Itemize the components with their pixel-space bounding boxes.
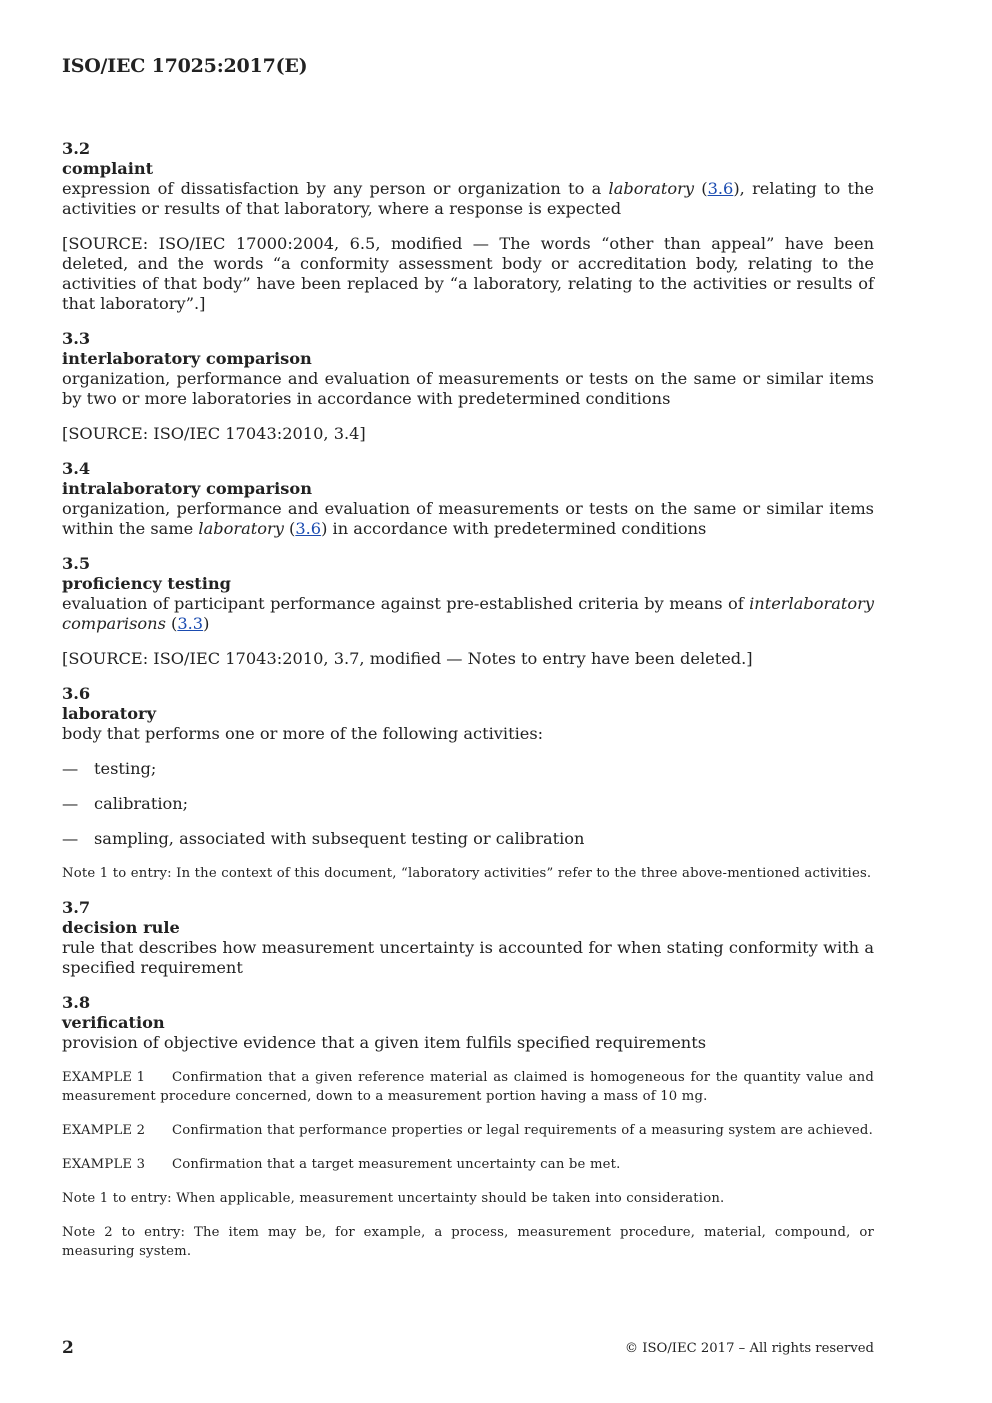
example-text: Confirmation that a target measurement uncertainty can be met. — [172, 1157, 621, 1172]
example-text: Confirmation that performance properties or legal requirements of a measuring system are achieved. — [172, 1123, 873, 1138]
page-number: 2 — [62, 1338, 74, 1358]
list-item — [62, 829, 874, 849]
source-citation: [SOURCE: ISO/IEC 17043:2010, 3.7, modified — Notes to entry have been deleted.] — [62, 649, 753, 668]
term-definition: organization, performance and evaluation of measurements or tests on the same or similar items by two or more laboratories in accordance with predetermined conditions — [62, 369, 874, 408]
term-entry-3-2 — [62, 139, 874, 219]
definition-emphasis: interlaboratory comparisons — [62, 594, 874, 633]
note-to-entry: Note 1 to entry: In the context of this document, “laboratory activities” refer to the three above-mentioned activities. — [62, 866, 872, 881]
example-label: EXAMPLE 2 — [62, 1123, 146, 1138]
definition-text: ( — [283, 519, 296, 538]
source-citation: [SOURCE: ISO/IEC 17043:2010, 3.4] — [62, 424, 366, 443]
term-definition: provision of objective evidence that a given item fulfils specified requirements — [62, 1033, 707, 1052]
term-entry-3-7 — [62, 898, 874, 978]
term-number: 3.5 — [62, 554, 91, 573]
term-number: 3.6 — [62, 684, 91, 703]
document-body — [62, 139, 874, 1276]
copyright-notice: © ISO/IEC 2017 – All rights reserved — [624, 1341, 874, 1356]
term-name: laboratory — [62, 704, 156, 723]
term-definition — [62, 499, 874, 539]
term-number: 3.3 — [62, 329, 91, 348]
example — [62, 1068, 874, 1106]
list-item-text: calibration; — [94, 794, 189, 813]
list-item — [62, 794, 874, 814]
term-number: 3.4 — [62, 459, 91, 478]
term-entry-3-6 — [62, 684, 874, 744]
document-header: ISO/IEC 17025:2017(E) — [62, 55, 308, 77]
example-label: EXAMPLE 3 — [62, 1157, 146, 1172]
note-to-entry: Note 2 to entry: The item may be, for example, a process, measurement procedure, material, compound, or measuring system. — [62, 1225, 874, 1259]
cross-reference-link[interactable]: 3.6 — [295, 519, 322, 538]
note-to-entry: Note 1 to entry: When applicable, measurement uncertainty should be taken into consideration. — [62, 1191, 725, 1206]
definition-text: ( — [165, 614, 178, 633]
example-label: EXAMPLE 1 — [62, 1070, 146, 1085]
cross-reference-link[interactable]: 3.3 — [177, 614, 204, 633]
example — [62, 1121, 874, 1140]
term-entry-3-4 — [62, 459, 874, 539]
example-text: Confirmation that a given reference material as claimed is homogeneous for the quantity value and measurement procedure concerned, down to a measurement portion having a mass of 10 mg. — [62, 1070, 874, 1104]
term-definition: rule that describes how measurement uncertainty is accounted for when stating conformity with a specified requirement — [62, 938, 874, 977]
source-citation: [SOURCE: ISO/IEC 17000:2004, 6.5, modified — The words “other than appeal” have been deleted, and the words “a conformity assessment body or accreditation body, relating to the activities of that body” have been replaced by “a laboratory, relating to the activities or results of that laboratory”.] — [62, 234, 874, 313]
definition-text: expression of dissatisfaction by any person or organization to a — [62, 179, 609, 198]
activity-list — [62, 759, 874, 849]
cross-reference-link[interactable]: 3.6 — [707, 179, 734, 198]
list-item-text: testing; — [94, 759, 157, 778]
term-name: complaint — [62, 159, 154, 178]
dash-bullet: — — [62, 794, 79, 813]
list-item — [62, 759, 874, 779]
term-number: 3.8 — [62, 993, 91, 1012]
term-entry-3-5 — [62, 554, 874, 634]
definition-emphasis: laboratory — [198, 519, 284, 538]
term-name: verification — [62, 1013, 165, 1032]
term-name: decision rule — [62, 918, 180, 937]
term-name: interlaboratory comparison — [62, 349, 312, 368]
term-definition — [62, 179, 874, 219]
definition-text: ) — [203, 614, 210, 633]
dash-bullet: — — [62, 829, 79, 848]
definition-text: organization, performance and evaluation of measurements or tests on the same or similar items within the same — [62, 499, 874, 538]
term-definition — [62, 594, 874, 634]
definition-emphasis: laboratory — [608, 179, 694, 198]
term-number: 3.2 — [62, 139, 91, 158]
example — [62, 1155, 874, 1174]
term-number: 3.7 — [62, 898, 91, 917]
term-entry-3-3 — [62, 329, 874, 409]
term-name: proficiency testing — [62, 574, 231, 593]
term-entry-3-8 — [62, 993, 874, 1053]
term-definition: body that performs one or more of the following activities: — [62, 724, 544, 743]
definition-text: ), relating to the activities or results of that laboratory, where a response is expected — [62, 179, 874, 218]
list-item-text: sampling, associated with subsequent testing or calibration — [94, 829, 585, 848]
term-name: intralaboratory comparison — [62, 479, 312, 498]
definition-text: ) in accordance with predetermined conditions — [321, 519, 707, 538]
dash-bullet: — — [62, 759, 79, 778]
definition-text: evaluation of participant performance against pre-established criteria by means of — [62, 594, 750, 613]
definition-text: ( — [694, 179, 708, 198]
